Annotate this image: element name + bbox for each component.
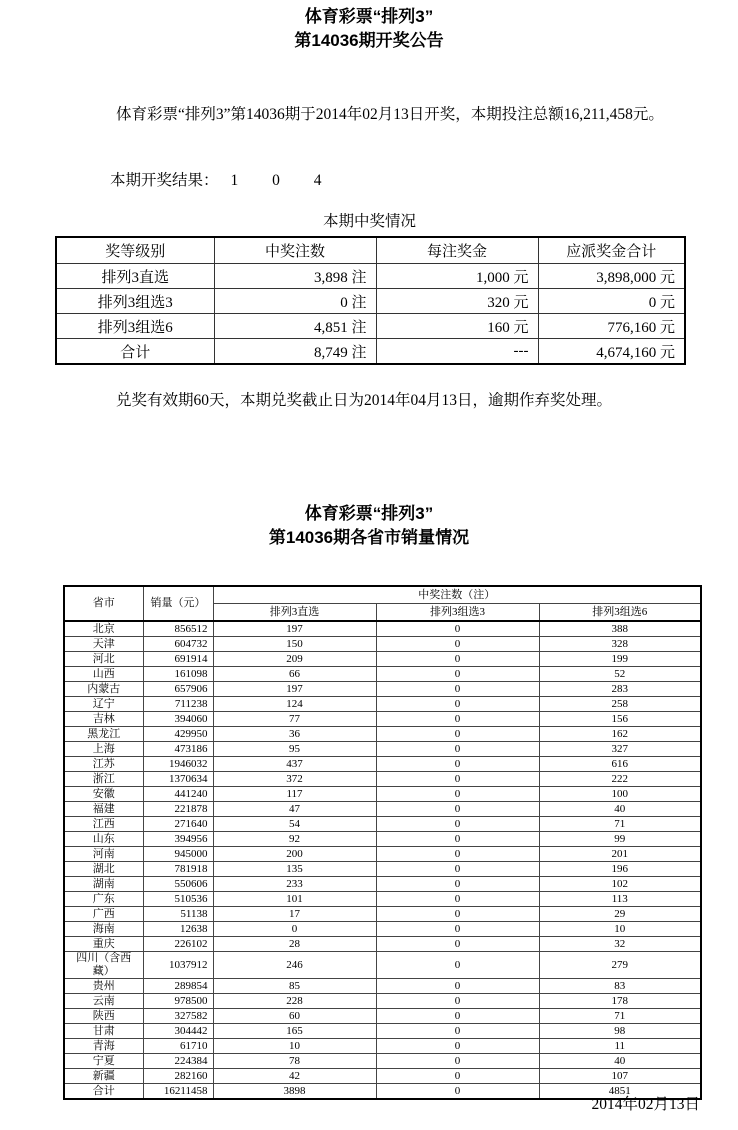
prize-prize-cell: 160 元 (376, 314, 538, 339)
sales-cell: 691914 (143, 652, 213, 667)
sales-cell: 221878 (143, 802, 213, 817)
zhixuan-count-cell: 0 (213, 922, 376, 937)
sales-cell: 510536 (143, 892, 213, 907)
prize-header-count: 中奖注数 (214, 237, 376, 264)
sales-cell: 394956 (143, 832, 213, 847)
zuxuan6-count-cell: 283 (539, 682, 701, 697)
sales-header-zuxuan3: 排列3组选3 (376, 604, 539, 622)
sales-table-row (64, 787, 701, 802)
prize-table-row (56, 264, 685, 289)
sales-table-row (64, 817, 701, 832)
province-cell: 云南 (64, 994, 143, 1009)
province-cell: 内蒙古 (64, 682, 143, 697)
zuxuan3-count-cell: 0 (376, 787, 539, 802)
province-cell: 吉林 (64, 712, 143, 727)
zuxuan3-count-cell: 0 (376, 922, 539, 937)
sales-cell: 289854 (143, 979, 213, 994)
province-cell: 江苏 (64, 757, 143, 772)
sales-table-row (64, 1009, 701, 1024)
zhixuan-count-cell: 78 (213, 1054, 376, 1069)
sales-cell: 473186 (143, 742, 213, 757)
sales-section-title (0, 502, 738, 550)
zuxuan3-count-cell: 0 (376, 1069, 539, 1084)
province-cell: 山西 (64, 667, 143, 682)
draw-result-line (110, 168, 337, 190)
zhixuan-count-cell: 66 (213, 667, 376, 682)
sales-table-header-row1 (64, 586, 701, 604)
sales-table-row (64, 1054, 701, 1069)
zuxuan6-count-cell: 258 (539, 697, 701, 712)
zuxuan6-count-cell: 178 (539, 994, 701, 1009)
zuxuan6-count-cell: 327 (539, 742, 701, 757)
zuxuan6-count-cell: 52 (539, 667, 701, 682)
draw-result-label: 本期开奖结果： (110, 172, 219, 189)
zuxuan3-count-cell: 0 (376, 994, 539, 1009)
prize-header-total: 应派奖金合计 (538, 237, 685, 264)
sales-cell: 12638 (143, 922, 213, 937)
sales-table-row (64, 937, 701, 952)
province-cell: 辽宁 (64, 697, 143, 712)
prize-prize-cell: 320 元 (376, 289, 538, 314)
zuxuan6-count-cell: 40 (539, 802, 701, 817)
zuxuan3-count-cell: 0 (376, 907, 539, 922)
province-cell: 山东 (64, 832, 143, 847)
zhixuan-count-cell: 77 (213, 712, 376, 727)
prize-total-cell: 3,898,000 元 (538, 264, 685, 289)
province-cell: 重庆 (64, 937, 143, 952)
province-cell: 宁夏 (64, 1054, 143, 1069)
sales-cell: 945000 (143, 847, 213, 862)
document-date: 2014年02月13日 (591, 1096, 700, 1113)
zhixuan-count-cell: 54 (213, 817, 376, 832)
sales-table-row (64, 772, 701, 787)
prize-table-header-row (56, 237, 685, 264)
province-cell: 合计 (64, 1084, 143, 1100)
sales-table-row (64, 652, 701, 667)
zuxuan3-count-cell: 0 (376, 1039, 539, 1054)
zhixuan-count-cell: 28 (213, 937, 376, 952)
province-cell: 河南 (64, 847, 143, 862)
zhixuan-count-cell: 42 (213, 1069, 376, 1084)
zhixuan-count-cell: 165 (213, 1024, 376, 1039)
zhixuan-count-cell: 197 (213, 682, 376, 697)
zuxuan3-count-cell: 0 (376, 757, 539, 772)
zuxuan3-count-cell: 0 (376, 1084, 539, 1100)
prize-level-cell: 排列3组选6 (56, 314, 214, 339)
prize-level-cell: 排列3组选3 (56, 289, 214, 314)
sales-table (63, 585, 702, 1100)
zhixuan-count-cell: 47 (213, 802, 376, 817)
zuxuan6-count-cell: 102 (539, 877, 701, 892)
zuxuan6-count-cell: 29 (539, 907, 701, 922)
sales-header-winning-group: 中奖注数（注） (213, 586, 701, 604)
zuxuan6-count-cell: 196 (539, 862, 701, 877)
zuxuan6-count-cell: 199 (539, 652, 701, 667)
zuxuan6-count-cell: 4851 (539, 1084, 701, 1100)
zhixuan-count-cell: 135 (213, 862, 376, 877)
sales-table-row (64, 1039, 701, 1054)
sales-cell: 1037912 (143, 952, 213, 979)
sales-table-row (64, 922, 701, 937)
zuxuan6-count-cell: 279 (539, 952, 701, 979)
sales-header-zhixuan: 排列3直选 (213, 604, 376, 622)
zhixuan-count-cell: 437 (213, 757, 376, 772)
zhixuan-count-cell: 200 (213, 847, 376, 862)
zuxuan3-count-cell: 0 (376, 1024, 539, 1039)
prize-header-prize: 每注奖金 (376, 237, 538, 264)
sales-cell: 978500 (143, 994, 213, 1009)
zuxuan6-count-cell: 113 (539, 892, 701, 907)
zuxuan3-count-cell: 0 (376, 847, 539, 862)
zuxuan6-count-cell: 71 (539, 1009, 701, 1024)
sales-table-row (64, 727, 701, 742)
sales-cell: 781918 (143, 862, 213, 877)
zuxuan6-count-cell: 98 (539, 1024, 701, 1039)
sales-cell: 429950 (143, 727, 213, 742)
sales-table-row (64, 1024, 701, 1039)
zhixuan-count-cell: 209 (213, 652, 376, 667)
zhixuan-count-cell: 372 (213, 772, 376, 787)
zuxuan6-count-cell: 162 (539, 727, 701, 742)
province-cell: 浙江 (64, 772, 143, 787)
sales-table-row (64, 757, 701, 772)
sales-table-row (64, 952, 701, 979)
prize-table-caption: 本期中奖情况 (322, 213, 416, 230)
sales-cell: 224384 (143, 1054, 213, 1069)
zuxuan6-count-cell: 32 (539, 937, 701, 952)
announcement-title (0, 5, 738, 53)
sales-cell: 16211458 (143, 1084, 213, 1100)
sales-table-row (64, 742, 701, 757)
zuxuan3-count-cell: 0 (376, 952, 539, 979)
province-cell: 黑龙江 (64, 727, 143, 742)
sales-header-zuxuan6: 排列3组选6 (539, 604, 701, 622)
province-cell: 江西 (64, 817, 143, 832)
zuxuan6-count-cell: 11 (539, 1039, 701, 1054)
zhixuan-count-cell: 117 (213, 787, 376, 802)
sales-table-row (64, 877, 701, 892)
prize-level-cell: 合计 (56, 339, 214, 365)
province-cell: 贵州 (64, 979, 143, 994)
sales-cell: 304442 (143, 1024, 213, 1039)
zuxuan3-count-cell: 0 (376, 742, 539, 757)
zhixuan-count-cell: 10 (213, 1039, 376, 1054)
zuxuan6-count-cell: 201 (539, 847, 701, 862)
sales-table-row (64, 979, 701, 994)
sales-table-row (64, 907, 701, 922)
sales-table-row (64, 712, 701, 727)
prize-count-cell: 4,851 注 (214, 314, 376, 339)
zuxuan6-count-cell: 388 (539, 621, 701, 637)
zuxuan3-count-cell: 0 (376, 877, 539, 892)
province-cell: 上海 (64, 742, 143, 757)
zuxuan3-count-cell: 0 (376, 772, 539, 787)
prize-level-cell: 排列3直选 (56, 264, 214, 289)
zuxuan6-count-cell: 616 (539, 757, 701, 772)
prize-total-cell: 0 元 (538, 289, 685, 314)
zhixuan-count-cell: 124 (213, 697, 376, 712)
province-cell: 海南 (64, 922, 143, 937)
province-cell: 安徽 (64, 787, 143, 802)
sales-table-row (64, 637, 701, 652)
zuxuan3-count-cell: 0 (376, 832, 539, 847)
claim-paragraph: 兑奖有效期60天，本期兑奖截止日为2014年04月13日，逾期作弃奖处理。 (116, 392, 613, 409)
zuxuan3-count-cell: 0 (376, 682, 539, 697)
zuxuan3-count-cell: 0 (376, 1009, 539, 1024)
province-cell: 福建 (64, 802, 143, 817)
draw-result-numbers: 1 0 4 (230, 172, 337, 189)
zhixuan-count-cell: 17 (213, 907, 376, 922)
announcement-title-line1: 体育彩票“排列3” (304, 7, 434, 26)
prize-table-row (56, 289, 685, 314)
zuxuan3-count-cell: 0 (376, 979, 539, 994)
sales-cell: 441240 (143, 787, 213, 802)
sales-title-line1: 体育彩票“排列3” (304, 504, 434, 523)
sales-table-row (64, 832, 701, 847)
sales-table-row (64, 621, 701, 637)
sales-cell: 226102 (143, 937, 213, 952)
zuxuan3-count-cell: 0 (376, 637, 539, 652)
province-cell: 陕西 (64, 1009, 143, 1024)
announcement-title-line2: 第14036期开奖公告 (294, 31, 444, 50)
prize-header-level: 奖等级别 (56, 237, 214, 264)
zhixuan-count-cell: 246 (213, 952, 376, 979)
zuxuan3-count-cell: 0 (376, 817, 539, 832)
province-cell: 湖南 (64, 877, 143, 892)
sales-cell: 604732 (143, 637, 213, 652)
zhixuan-count-cell: 85 (213, 979, 376, 994)
zuxuan3-count-cell: 0 (376, 621, 539, 637)
zuxuan3-count-cell: 0 (376, 712, 539, 727)
sales-cell: 51138 (143, 907, 213, 922)
zuxuan3-count-cell: 0 (376, 1054, 539, 1069)
sales-cell: 61710 (143, 1039, 213, 1054)
province-cell: 甘肃 (64, 1024, 143, 1039)
sales-cell: 711238 (143, 697, 213, 712)
sales-cell: 282160 (143, 1069, 213, 1084)
zhixuan-count-cell: 95 (213, 742, 376, 757)
prize-total-cell: 4,674,160 元 (538, 339, 685, 365)
zuxuan6-count-cell: 71 (539, 817, 701, 832)
province-cell: 河北 (64, 652, 143, 667)
province-cell: 新疆 (64, 1069, 143, 1084)
intro-paragraph: 体育彩票“排列3”第14036期于2014年02月13日开奖，本期投注总额16,211,458元。 (116, 106, 664, 123)
zuxuan3-count-cell: 0 (376, 667, 539, 682)
sales-cell: 657906 (143, 682, 213, 697)
zhixuan-count-cell: 60 (213, 1009, 376, 1024)
zhixuan-count-cell: 233 (213, 877, 376, 892)
zhixuan-count-cell: 150 (213, 637, 376, 652)
zuxuan3-count-cell: 0 (376, 727, 539, 742)
prize-prize-cell: --- (376, 339, 538, 365)
prize-table-row (56, 339, 685, 365)
province-cell: 北京 (64, 621, 143, 637)
zhixuan-count-cell: 101 (213, 892, 376, 907)
zuxuan6-count-cell: 107 (539, 1069, 701, 1084)
province-cell: 湖北 (64, 862, 143, 877)
zuxuan3-count-cell: 0 (376, 652, 539, 667)
prize-table (55, 236, 686, 365)
sales-table-row (64, 994, 701, 1009)
sales-cell: 1370634 (143, 772, 213, 787)
zhixuan-count-cell: 3898 (213, 1084, 376, 1100)
prize-count-cell: 3,898 注 (214, 264, 376, 289)
province-cell: 广西 (64, 907, 143, 922)
sales-table-row (64, 682, 701, 697)
zuxuan6-count-cell: 40 (539, 1054, 701, 1069)
prize-count-cell: 8,749 注 (214, 339, 376, 365)
zuxuan6-count-cell: 328 (539, 637, 701, 652)
sales-table-row (64, 892, 701, 907)
sales-table-row (64, 1069, 701, 1084)
prize-prize-cell: 1,000 元 (376, 264, 538, 289)
sales-header-sales: 销量（元） (143, 586, 213, 621)
prize-count-cell: 0 注 (214, 289, 376, 314)
sales-header-province: 省市 (64, 586, 143, 621)
province-cell: 四川（含西藏） (64, 952, 143, 979)
zuxuan3-count-cell: 0 (376, 937, 539, 952)
zuxuan3-count-cell: 0 (376, 802, 539, 817)
sales-cell: 161098 (143, 667, 213, 682)
prize-table-row (56, 314, 685, 339)
province-cell: 青海 (64, 1039, 143, 1054)
zuxuan6-count-cell: 83 (539, 979, 701, 994)
zuxuan3-count-cell: 0 (376, 892, 539, 907)
sales-table-row (64, 862, 701, 877)
zuxuan3-count-cell: 0 (376, 862, 539, 877)
zhixuan-count-cell: 197 (213, 621, 376, 637)
zuxuan3-count-cell: 0 (376, 697, 539, 712)
zuxuan6-count-cell: 222 (539, 772, 701, 787)
sales-cell: 856512 (143, 621, 213, 637)
sales-table-row (64, 697, 701, 712)
province-cell: 广东 (64, 892, 143, 907)
sales-title-line2: 第14036期各省市销量情况 (268, 528, 470, 547)
zuxuan6-count-cell: 99 (539, 832, 701, 847)
sales-table-row (64, 802, 701, 817)
province-cell: 天津 (64, 637, 143, 652)
zhixuan-count-cell: 228 (213, 994, 376, 1009)
sales-cell: 394060 (143, 712, 213, 727)
sales-cell: 550606 (143, 877, 213, 892)
zhixuan-count-cell: 92 (213, 832, 376, 847)
sales-cell: 1946032 (143, 757, 213, 772)
zuxuan6-count-cell: 156 (539, 712, 701, 727)
zuxuan6-count-cell: 100 (539, 787, 701, 802)
sales-table-row (64, 667, 701, 682)
sales-cell: 327582 (143, 1009, 213, 1024)
sales-cell: 271640 (143, 817, 213, 832)
sales-table-row (64, 847, 701, 862)
zhixuan-count-cell: 36 (213, 727, 376, 742)
zuxuan6-count-cell: 10 (539, 922, 701, 937)
prize-total-cell: 776,160 元 (538, 314, 685, 339)
